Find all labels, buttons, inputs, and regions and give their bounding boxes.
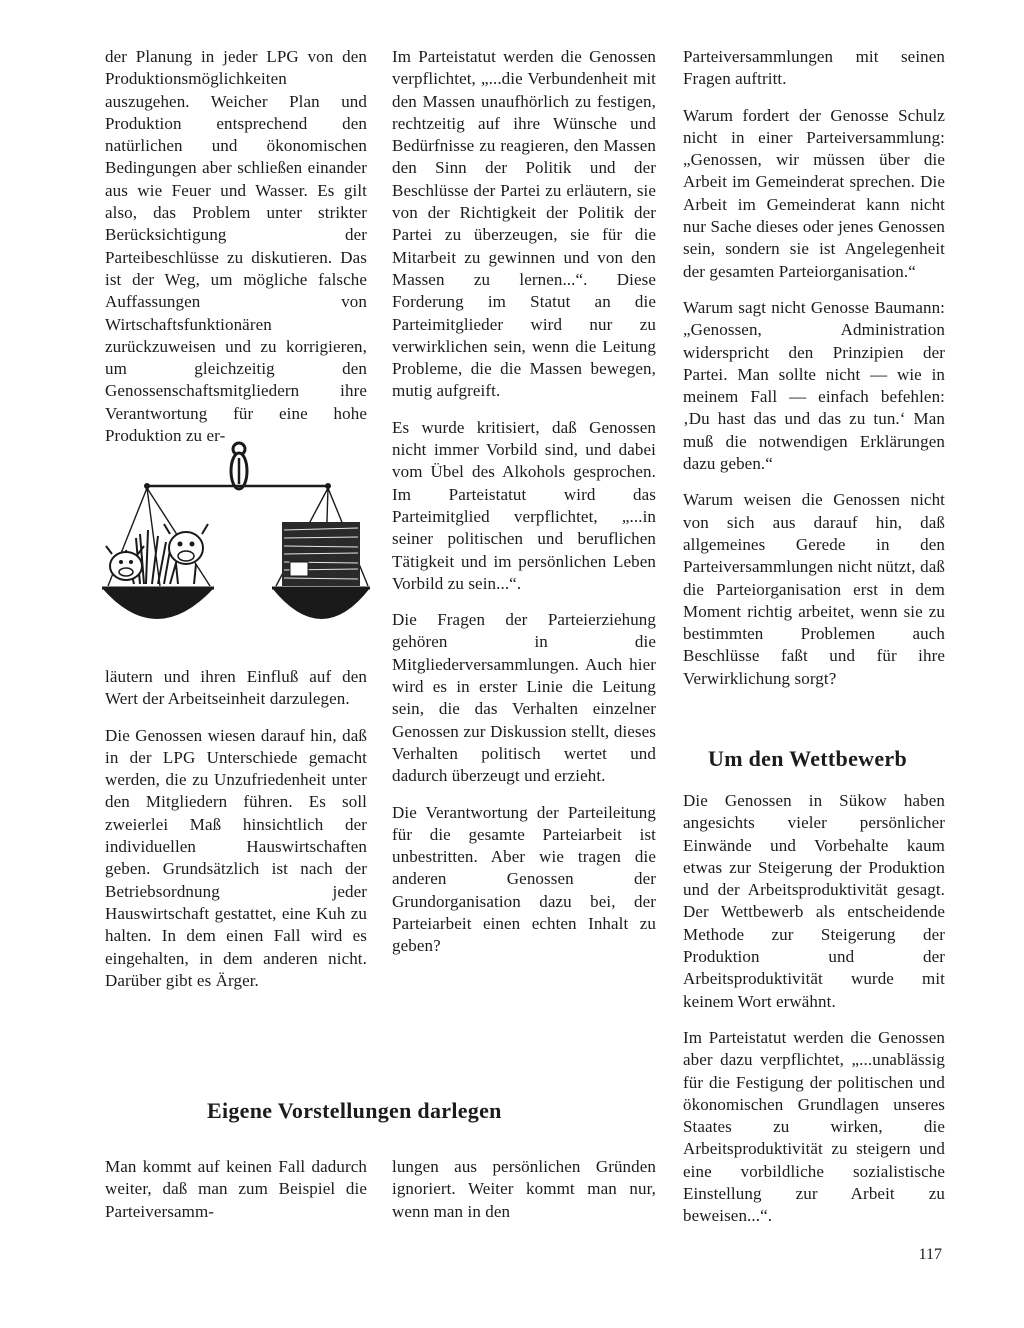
left-scale-pan bbox=[102, 588, 214, 619]
section-heading-vorstellungen: Eigene Vorstellungen darlegen bbox=[207, 1098, 502, 1123]
paragraph: Die Fragen der Parteierziehung gehören in die Mitgliederversammlungen. Auch hier wird es in erster Linie die Leitung sein, die das Verhalten einzelner Genossen zur Diskussion stellt, dieses Verhalten politisch wertet und dadurch überzeugt und erzieht. bbox=[392, 610, 656, 786]
column-1-bottom bbox=[105, 666, 367, 1006]
page-number: 117 bbox=[918, 1246, 942, 1263]
paragraph: Im Parteistatut werden die Genossen aber dazu verpflichtet, „...unablässig für die Festigung der politischen und ökonomischen Grundlagen unseres Staates zu wirken, die Arbeitsproduktivität zu steigern und eine vorbildliche sozialistische Einstellung zur Arbeit zu beweisen...“. bbox=[683, 1027, 945, 1226]
column-3-after-heading bbox=[683, 790, 945, 1242]
paragraph: Die Verantwortung der Parteileitung für die gesamte Parteiarbeit ist unbestritten. Aber wie tragen die anderen Genossen der Grundorganisation dazu bei, der Parteiarbeit einen echten Inhalt zu geben? bbox=[392, 802, 656, 956]
paragraph: Es wurde kritisiert, daß Genossen nicht immer Vorbild sind, und dabei vom Übel des Alkohols gesprochen. Im Parteistatut wird das Parteimitglied verpflichtet, „...in seiner politischen und beruflichen Tätigkeit und im persönlichen Leben Vorbild zu sein...“. bbox=[392, 417, 656, 593]
column-2 bbox=[392, 46, 656, 972]
paragraph: Warum fordert der Genosse Schulz nicht in einer Parteiversammlung: „Genossen, wir müssen über die Arbeit im Gemeinderat sprechen. Die Arbeit im Gemeinderat kann nicht nur Sache dieses oder jenes Genossen sein, sondern sie ist Angelegenheit der gesamten Parteiorganisation.“ bbox=[683, 105, 945, 281]
paragraph: der Planung in jeder LPG von den Produktionsmöglichkeiten auszugehen. Weicher Plan und Produktion entsprechend den natürlichen und ökonomischen Bedingungen aber schließen einander aus wie Feuer und Wasser. Es gilt also, das Problem unter strikter Berücksichtigung der Parteibeschlüsse zu diskutieren. Das ist der Weg, um mögliche falsche Auffassungen von Wirtschaftsfunktionären zurückzuweisen und zu korrigieren, um gleichzeitig den Genossenschaftsmitgliedern ihre Verantwortung für eine hohe Produktion zu er- bbox=[105, 47, 367, 446]
paragraph: Parteiversammlungen mit seinen Fragen auftritt. bbox=[683, 47, 945, 89]
paper-stack-icon bbox=[282, 522, 360, 586]
paragraph: Man kommt auf keinen Fall dadurch weiter, daß man zum Beispiel die Parteiversamm- bbox=[105, 1157, 367, 1221]
right-scale-pan bbox=[272, 588, 370, 619]
bottom-column-2 bbox=[392, 1156, 656, 1237]
column-1-top bbox=[105, 46, 367, 461]
column-3 bbox=[683, 46, 945, 704]
section-heading-wettbewerb: Um den Wettbewerb bbox=[708, 746, 908, 771]
paragraph: läutern und ihren Einfluß auf den Wert der Arbeitseinheit darzulegen. bbox=[105, 667, 367, 709]
paragraph: lungen aus persönlichen Gründen ignoriert. Weiter kommt man nur, wenn man in den bbox=[392, 1157, 656, 1221]
paragraph: Die Genossen wiesen darauf hin, daß in der LPG Unterschiede gemacht werden, die zu Unzufriedenheit unter den Mitgliedern führen. Es soll zweierlei Maß hinsichtlich der individuellen Hauswirtschaften geben. Grundsätzlich ist nach der Betriebsordnung jeder Hauswirtschaft gestattet, eine Kuh zu halten. In dem einen Fall wird es eingehalten, in dem anderen nicht. Darüber gibt es Ärger. bbox=[105, 725, 367, 990]
cow-right-icon bbox=[164, 524, 208, 584]
balance-scale-illustration bbox=[100, 438, 370, 650]
paragraph: Die Genossen in Sükow haben angesichts vieler persönlicher Einwände und Vorbehalte kaum etwas zur Steigerung der Produktion und der Arbeitsproduktivität gesagt. Der Wettbewerb als entscheidende Methode zur Steigerung der Produktion und der Arbeitsproduktivität wurde mit keinem Wort erwähnt. bbox=[683, 791, 945, 1011]
paragraph: Im Parteistatut werden die Genossen verpflichtet, „...die Verbundenheit mit den Massen unaufhörlich zu festigen, rechtzeitig auf ihre Wünsche und Bedürfnisse zu reagieren, den Massen den Sinn der Politik und der Beschlüsse der Partei zu erläutern, sie von der Richtigkeit der Politik der Partei zu überzeugen, sie für die Mitarbeit zu gewinnen und von den Massen zu lernen...“. Diese Forderung im Statut an die Parteimitglieder wird nur zu verwirklichen sein, wenn die Leitung Probleme, die die Massen bewegen, mutig aufgreift. bbox=[392, 47, 656, 401]
bottom-column-1 bbox=[105, 1156, 367, 1237]
paragraph: Warum weisen die Genossen nicht von sich aus darauf hin, daß allgemeines Gerede in den Parteiversammlungen nicht nützt, daß die Parteiorganisation erst in dem Moment richtig arbeitet, wenn sie zu bestimmten Problemen auch Beschlüsse faßt und für ihre Verwirklichung sorgt? bbox=[683, 490, 945, 688]
paragraph: Warum sagt nicht Genosse Baumann: „Genossen, Administration widerspricht den Prinzipien der Partei. Man sollte nicht — wie in meinem Fall — einfach befehlen: ‚Du hast das und das zu tun.‘ Man muß die notwendigen Erklärungen dazu geben.“ bbox=[683, 297, 945, 474]
